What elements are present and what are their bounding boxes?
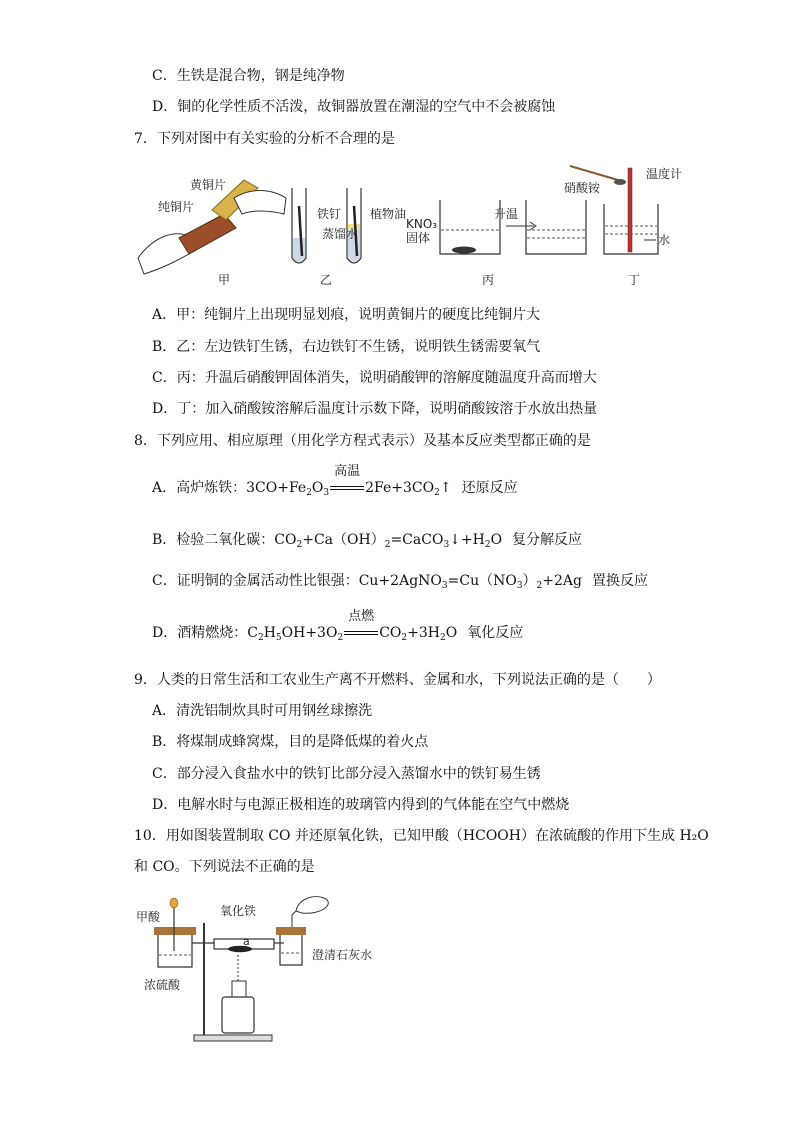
label-jiasuan: 甲酸	[136, 910, 161, 924]
label-shengwen: 升温	[494, 207, 519, 221]
q6-option-d: D．铜的化学性质不活泼，故铜器放置在潮湿的空气中不会被腐蚀	[152, 99, 556, 115]
figure-jia	[138, 177, 286, 287]
q6-option-c: C．生铁是混合物，钢是纯净物	[152, 68, 345, 84]
label-xiaosuanan: 硝酸铵	[564, 181, 601, 195]
label-chengqing: 澄清石灰水	[312, 948, 373, 962]
label-shui: 水	[658, 233, 671, 247]
q8-option-a-label: A．高炉炼铁：	[152, 480, 247, 496]
q8-option-c-type: 置换反应	[592, 573, 648, 589]
label-wenduji: 温度计	[646, 167, 683, 181]
q8-option-c-label: C．证明铜的金属活动性比银强：	[152, 573, 359, 589]
q9-option-a: A．清洗铝制炊具时可用钢丝球擦洗	[152, 703, 373, 719]
label-kno3: KNO₃	[406, 217, 438, 231]
label-ding: 丁	[628, 273, 641, 287]
q8-option-c	[152, 571, 648, 591]
q8-option-a-type: 还原反应	[461, 480, 518, 496]
label-tiezhen: 铁钉	[317, 207, 342, 221]
q7-option-a: A．甲：纯铜片上出现明显划痕，说明黄铜片的硬度比纯铜片大	[152, 307, 541, 323]
q10-figure	[134, 893, 394, 1049]
label-yi: 乙	[320, 273, 333, 287]
label-a: a	[243, 935, 250, 948]
figure-ding	[564, 166, 682, 287]
label-yanghuatie: 氧化铁	[220, 904, 257, 918]
q7-option-b: B．乙：左边铁钉生锈，右边铁钉不生锈，说明铁生锈需要氧气	[152, 339, 541, 355]
q8-option-a-equation: $3CO+Fe_2O_3$ 高温 $2Fe+3CO_2↑$	[246, 464, 452, 498]
q10-stem-line2: 和 CO。下列说法不正确的是	[134, 859, 315, 875]
q8-option-c-equation: $Cu+2AgNO_3=Cu(NO_3)_2+2Ag$	[358, 573, 582, 591]
label-zhiwuyou: 植物油	[370, 207, 407, 221]
q8-option-d	[152, 609, 524, 643]
figure-yi	[292, 188, 406, 287]
q7-option-d: D．丁：加入硝酸铵溶解后温度计示数下降，说明硝酸铵溶于水放出热量	[152, 401, 598, 417]
figure-bing	[406, 200, 586, 287]
label-zhengliu: 蒸馏水	[322, 227, 359, 241]
q7-option-c: C．丙：升温后硝酸钾固体消失，说明硝酸钾的溶解度随温度升高而增大	[152, 370, 597, 386]
q8-option-b-equation: $CO_2+Ca(OH)_2=CaCO_3↓+H_2O$	[274, 532, 503, 550]
label-bing: 丙	[482, 273, 495, 287]
q9-option-d: D．电解水时与电源正极相连的玻璃管内得到的气体能在空气中燃烧	[152, 797, 570, 813]
q9-stem: 9．人类的日常生活和工农业生产离不开燃料、金属和水，下列说法正确的是（ ）	[134, 672, 661, 688]
q8-option-d-label: D．酒精燃烧：	[152, 625, 248, 641]
label-nongliusuan: 浓硫酸	[144, 978, 181, 992]
q8-option-a-condition: 高温	[334, 464, 361, 479]
label-jia: 甲	[218, 273, 231, 287]
q8-option-b-type: 复分解反应	[512, 532, 583, 548]
q8-option-d-equation: $C_2H_5OH+3O_2$ 点燃 $CO_2+3H_2O$	[247, 609, 458, 643]
label-huangtong: 黄铜片	[190, 178, 227, 192]
q8-option-b	[152, 530, 582, 550]
label-guti: 固体	[406, 231, 431, 245]
q9-option-b: B．将煤制成蜂窝煤，目的是降低煤的着火点	[152, 734, 429, 750]
q7-stem: 7．下列对图中有关实验的分析不合理的是	[134, 131, 395, 147]
q8-stem: 8．下列应用、相应原理（用化学方程式表示）及基本反应类型都正确的是	[134, 433, 591, 449]
q10-stem-line1: 10．用如图装置制取 CO 并还原氧化铁，已知甲酸（HCOOH）在浓硫酸的作用下生成 H₂O	[134, 828, 709, 844]
q9-option-c: C．部分浸入食盐水中的铁钉比部分浸入蒸馏水中的铁钉易生锈	[152, 766, 541, 782]
label-chuntong: 纯铜片	[158, 200, 195, 214]
q8-option-b-label: B．检验二氧化碳：	[152, 532, 275, 548]
q7-figure	[134, 158, 694, 294]
q8-option-d-condition: 点燃	[348, 609, 375, 624]
q8-option-a	[152, 464, 518, 498]
q8-option-d-type: 氧化反应	[467, 625, 524, 641]
